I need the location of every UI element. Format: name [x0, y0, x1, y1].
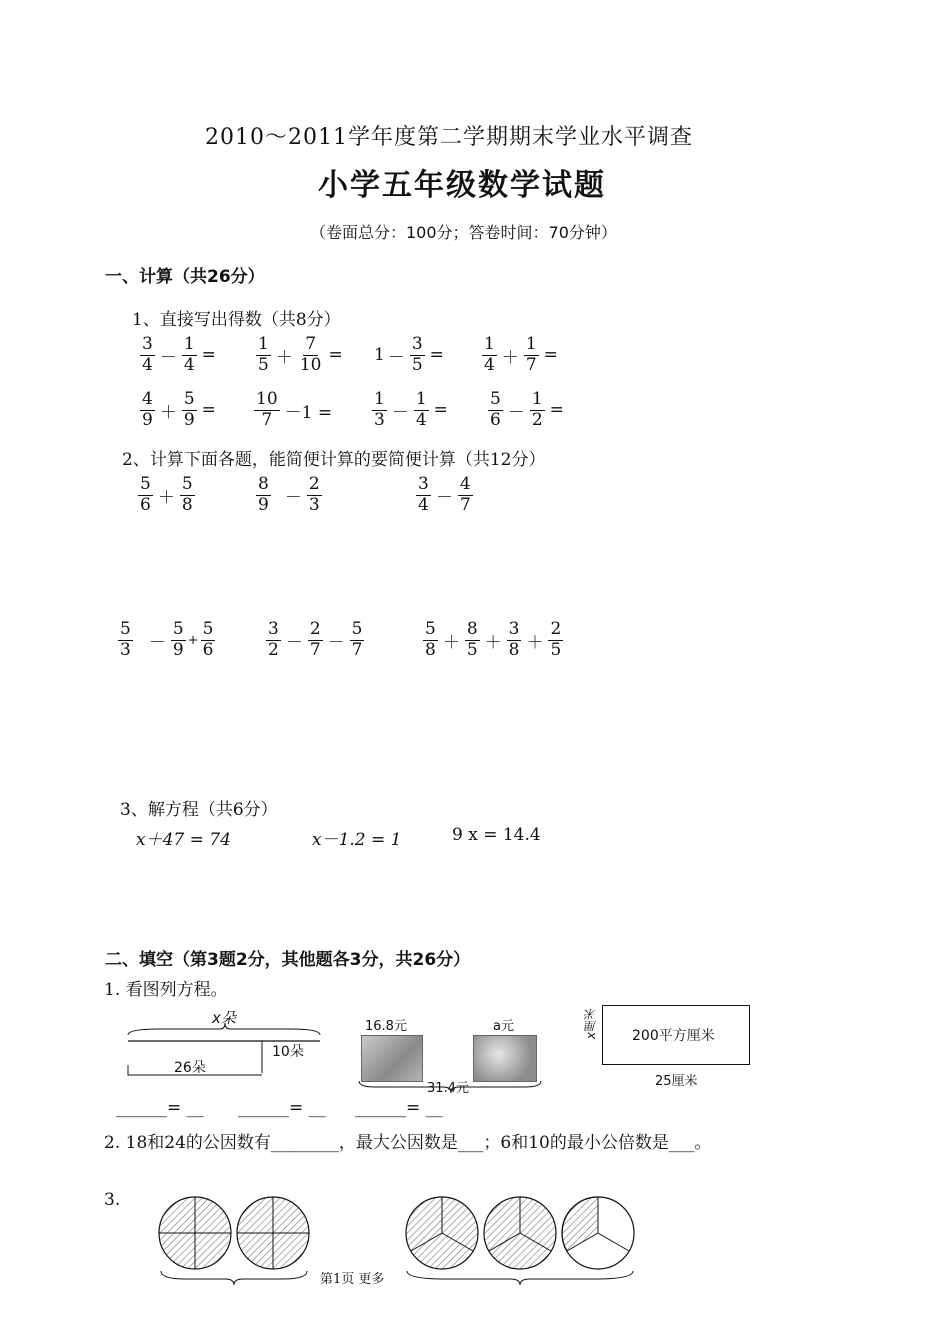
fraction-circles — [155, 1195, 655, 1295]
q2-expr-1: $\frac{5}{6}$ ＋ $\frac{5}{8}$ — [140, 474, 193, 515]
rect-width-label: 25厘米 — [655, 1074, 698, 1089]
circle-quarters-1 — [159, 1197, 231, 1269]
q1-expr-3: 1 － $\frac{3}{5}$ = — [374, 334, 444, 375]
price-1: 16.8元 — [365, 1019, 407, 1034]
q2-expr-3: $\frac{3}{4}$ － $\frac{4}{7}$ — [418, 474, 471, 515]
q3-label: 3、解方程（共6分） — [120, 800, 278, 820]
section1-heading: 一、计算（共26分） — [105, 267, 265, 287]
label-top: x朵 — [212, 1009, 236, 1027]
q1-expr-4: $\frac{1}{4}$ ＋ $\frac{1}{7}$ = — [484, 334, 558, 375]
circle-quarters-2 — [237, 1197, 309, 1269]
figure-segment-diagram — [120, 1005, 330, 1085]
circle-thirds-1 — [406, 1197, 478, 1269]
exam-subtitle: 2010～2011学年度第二学期期末学业水平调查 — [205, 125, 693, 150]
label-right: 10朵 — [272, 1044, 304, 1060]
page-footer: 第1页 更多 — [320, 1272, 385, 1287]
q1-label: 1、直接写出得数（共8分） — [132, 310, 341, 330]
book-1-image — [361, 1035, 423, 1082]
q1-expr-1: $\frac{3}{4}$ － $\frac{1}{4}$ = — [142, 334, 216, 375]
figure-books — [355, 1015, 550, 1100]
q2-expr-5: $\frac{3}{2}$ － $\frac{2}{7}$ － $\frac{5}{7}$ — [268, 619, 363, 660]
q2-expr-6: $\frac{5}{8}$ ＋ $\frac{8}{5}$ ＋ $\frac{3}{8}$ ＋ $\frac{2}{5}$ — [425, 619, 562, 660]
answer-blank-3[interactable]: ______= __ — [355, 1098, 443, 1118]
equation-3: 9 x = 14.4 — [452, 825, 541, 845]
price-2: a元 — [493, 1019, 514, 1034]
label-bottom: 26朵 — [174, 1060, 206, 1076]
q1-expr-2: $\frac{1}{5}$ ＋ $\frac{7}{10}$ = — [258, 334, 343, 375]
q1-expr-5: $\frac{4}{9}$ ＋ $\frac{5}{9}$ = — [142, 389, 216, 430]
q2-label: 2、计算下面各题，能简便计算的要简便计算（共12分） — [122, 450, 546, 470]
rect-area-label: 200平方厘米 — [632, 1028, 715, 1044]
answer-blank-2[interactable]: ______= __ — [238, 1098, 326, 1118]
section2-heading: 二、填空（第3题2分，其他题各3分，共26分） — [105, 950, 471, 970]
book-2-image — [473, 1035, 537, 1082]
q1-expr-7: $\frac{1}{3}$ － $\frac{1}{4}$ = — [374, 389, 448, 430]
fill-q3-label: 3. — [104, 1190, 121, 1210]
rect-height-label: x厘米 — [584, 1008, 598, 1040]
exam-note: （卷面总分：100分；答卷时间：70分钟） — [310, 223, 617, 242]
total-price: 31.4元 — [427, 1081, 469, 1096]
circle-thirds-2 — [484, 1197, 556, 1269]
equation-1: x＋47 = 74 — [136, 830, 231, 850]
answer-blank-1[interactable]: ______= __ — [116, 1098, 204, 1118]
figure-rectangle — [580, 1000, 780, 1090]
fill-q1-label: 1. 看图列方程。 — [104, 980, 228, 1000]
q2-expr-2: $\frac{8}{9}$ － $\frac{2}{3}$ — [258, 474, 320, 515]
fill-q2: 2. 18和24的公因数有________，最大公因数是___；6和10的最小公倍数是___。 — [104, 1133, 712, 1153]
equation-2: x－1.2 = 1 — [312, 830, 402, 850]
circle-thirds-3 — [562, 1197, 634, 1269]
q1-expr-8: $\frac{5}{6}$ － $\frac{1}{2}$ = — [490, 389, 564, 430]
exam-title: 小学五年级数学试题 — [318, 168, 606, 203]
q1-expr-6: $\frac{10}{7}$ －1 = — [256, 389, 333, 430]
q2-expr-4: $\frac{5}{3}$ － $\frac{5}{9}$ + $\frac{5}{6}$ — [120, 619, 214, 660]
